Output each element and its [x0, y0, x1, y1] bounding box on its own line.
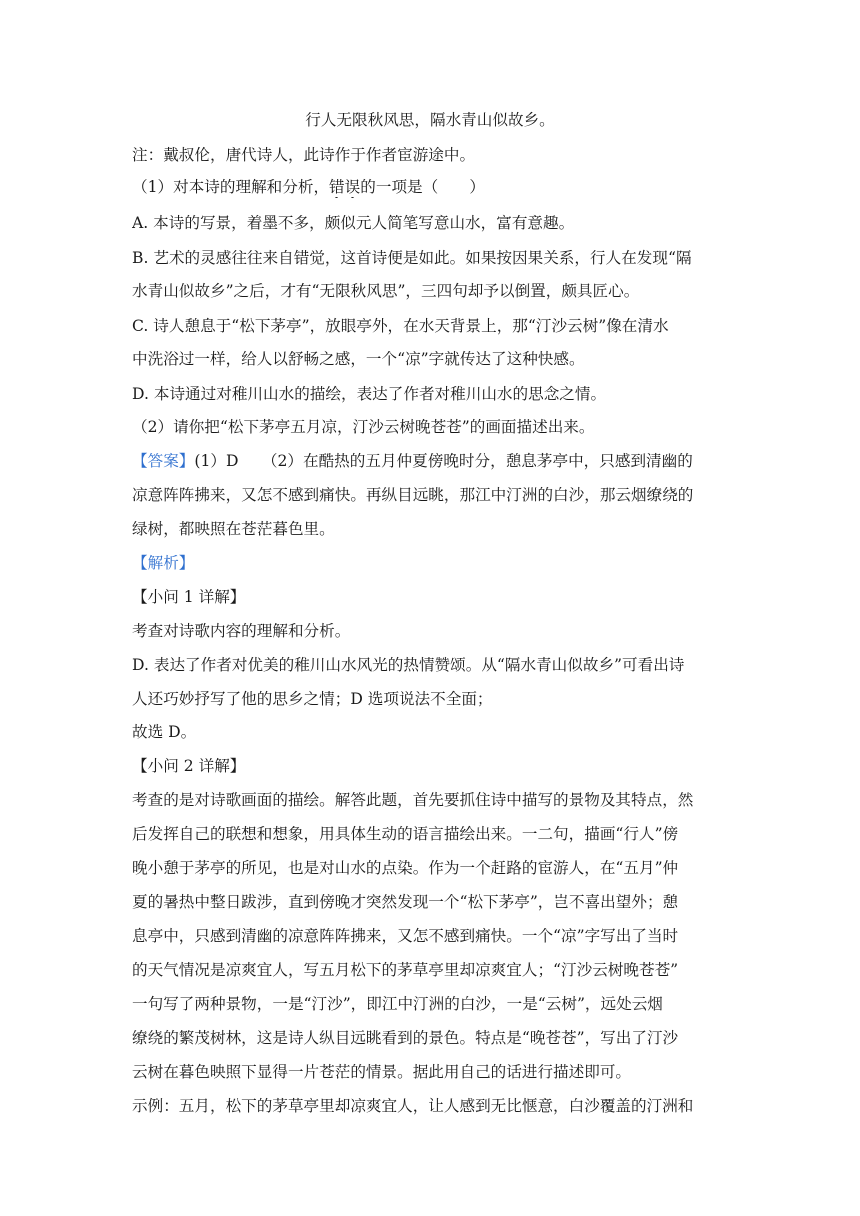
option-c-line-1: C. 诗人憩息于“松下茅亭”，放眼亭外，在水天背景上，那“汀沙云树”像在清水 [132, 317, 669, 335]
sub2-line: 云树在暮色映照下显得一片苍茫的情景。据此用自己的话进行描述即可。 [132, 1063, 632, 1081]
analysis-tag: 【解析】 [132, 554, 195, 572]
sub1-line-3: 人还巧妙抒写了他的思乡之情；D 选项说法不全面； [132, 690, 493, 708]
option-c-line-2: 中洗浴过一样，给人以舒畅之感，一个“凉”字就传达了这种快感。 [132, 350, 585, 368]
emphasis-char-2: 误 [344, 178, 361, 196]
answer-line-2: 凉意阵阵拂来，又怎不感到痛快。再纵目远眺，那江中汀洲的白沙，那云烟缭绕的 [132, 486, 694, 504]
option-b-line-2: 水青山似故乡”之后，才有“无限秋风思”，三四句却予以倒置，颇具匠心。 [132, 282, 640, 300]
question-1-prefix: （1）对本诗的理解和分析， [132, 178, 330, 196]
sub2-line: 的天气情况是凉爽宜人，写五月松下的茅草亭里却凉爽宜人；“汀沙云树晚苍苍” [132, 961, 679, 979]
sub2-line: 息亭中，只感到清幽的凉意阵阵拂来，又怎不感到痛快。一个“凉”字写出了当时 [132, 927, 679, 945]
sub2-line: 示例：五月，松下的茅草亭里却凉爽宜人，让人感到无比惬意，白沙覆盖的汀洲和 [132, 1097, 694, 1115]
sub-question-2-heading: 【小问 2 详解】 [132, 757, 246, 775]
sub2-line: 一句写了两种景物，一是“汀沙”，即江中汀洲的白沙，一是“云树”，远处云烟 [132, 995, 663, 1013]
sub1-line-1: 考查对诗歌内容的理解和分析。 [132, 622, 351, 640]
question-1 [132, 176, 732, 198]
poem-line: 行人无限秋风思，隔水青山似故乡。 [305, 111, 555, 129]
option-d: D. 本诗通过对稚川山水的描绘，表达了作者对稚川山水的思念之情。 [132, 385, 607, 403]
sub1-line-4: 故选 D。 [132, 723, 197, 741]
answer-tag: 【答案】 [132, 452, 195, 470]
sub2-line: 晚小憩于茅亭的所见，也是对山水的点染。作为一个赶路的宦游人，在“五月”仲 [132, 859, 679, 877]
option-b-line-1: B. 艺术的灵感往往来自错觉，这首诗便是如此。如果按因果关系，行人在发现“隔 [132, 249, 692, 267]
sub2-line: 考查的是对诗歌画面的描绘。解答此题，首先要抓住诗中描写的景物及其特点，然 [132, 791, 694, 809]
sub2-line: 缭绕的繁茂树林，这是诗人纵目远眺看到的景色。特点是“晚苍苍”，写出了汀沙 [132, 1029, 679, 1047]
sub-question-1-heading: 【小问 1 详解】 [132, 588, 246, 606]
sub2-line: 后发挥自己的联想和想象，用具体生动的语言描绘出来。一二句，描画“行人”傍 [132, 825, 679, 843]
question-1-suffix: 的一项是（ ） [360, 178, 486, 196]
emphasis-char-1: 错 [329, 178, 345, 196]
answer-line-3: 绿树，都映照在苍茫暮色里。 [132, 520, 335, 538]
question-2: （2）请你把“松下茅亭五月凉，汀沙云树晚苍苍”的画面描述出来。 [132, 418, 595, 436]
author-note: 注：戴叔伦，唐代诗人，此诗作于作者宦游途中。 [132, 146, 476, 164]
sub1-line-2: D. 表达了作者对优美的稚川山水风光的热情赞颂。从“隔水青山似故乡”可看出诗 [132, 656, 685, 674]
answer-text-1: (1）D （2）在酷热的五月仲夏傍晚时分，憩息茅亭中，只感到清幽的 [194, 452, 693, 470]
answer-line-1 [132, 450, 732, 472]
sub2-line: 夏的暑热中整日跋涉，直到傍晚才突然发现一个“松下茅亭”，岂不喜出望外；憩 [132, 893, 679, 911]
option-a: A. 本诗的写景，着墨不多，颇似元人简笔写意山水，富有意趣。 [132, 214, 575, 232]
